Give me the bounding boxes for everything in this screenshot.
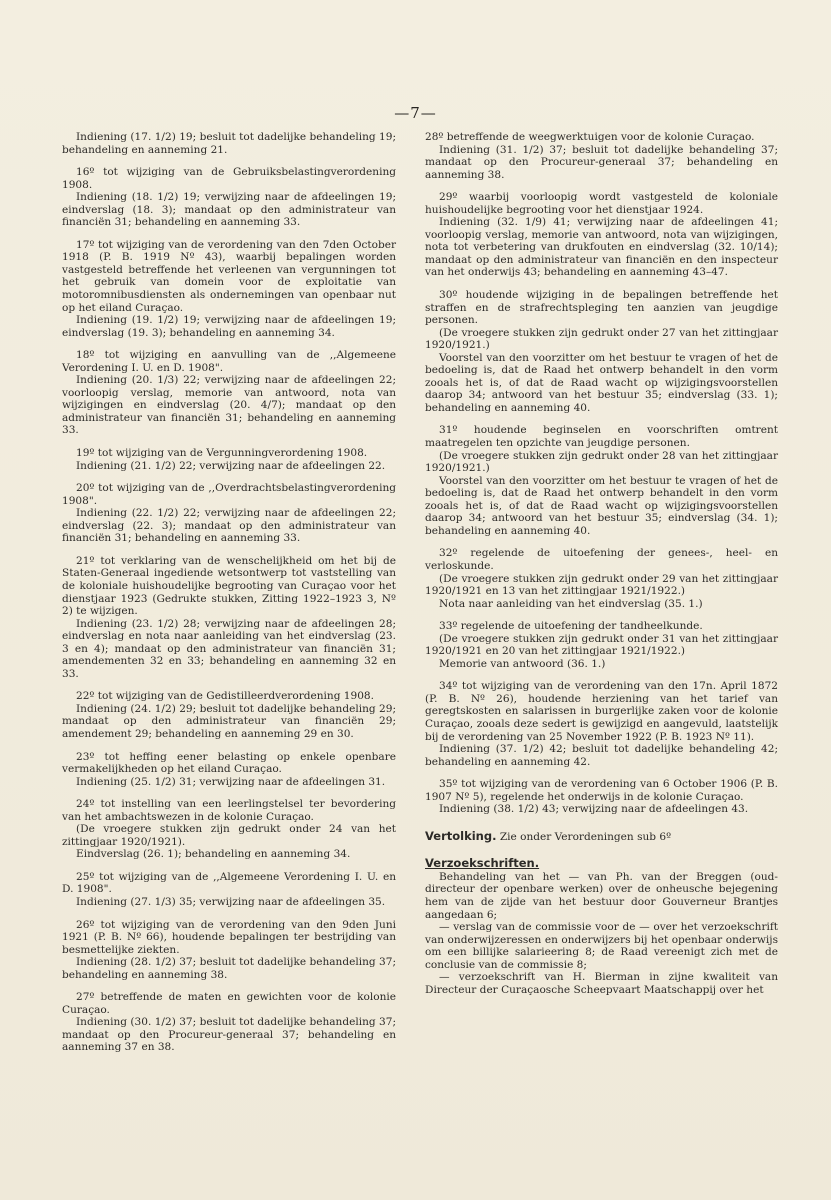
right-column-entries bbox=[425, 131, 778, 816]
entry-paragraph: Indiening (22. 1/2) 22; verwijzing naar de afdeelingen 22; eindverslag (22. 3); mandaat op den administrateur van financiën 31; behandeling en aanneming 33. bbox=[62, 507, 396, 545]
entry-paragraph: Voorstel van den voorzitter om het bestuur te vragen of het de bedoeling is, dat de Raad het ontwerp behandelt in den vorm zooals het is, of dat de Raad wacht op wijzigingsvoorstellen daarop 34; antwoord van het bestuur 35; eindverslag (34. 1); behandeling en aanneming 40. bbox=[425, 474, 778, 537]
entry-paragraph: 20º tot wijziging van de ,,Overdrachtsbelastingverordening 1908". bbox=[62, 482, 396, 507]
entry-paragraph: Nota naar aanleiding van het eindverslag (35. 1.) bbox=[439, 597, 703, 610]
entry-paragraph: Indiening (30. 1/2) 37; besluit tot dadelijke behandeling 37; mandaat op den Procureur-generaal 37; behandeling en aanneming 37 en 38. bbox=[62, 1016, 396, 1054]
entry-paragraph: 18º tot wijziging en aanvulling van de ,,Algemeene Verordening I. U. en D. 1908". bbox=[62, 349, 396, 374]
entry-paragraph: Indiening (23. 1/2) 28; verwijzing naar de afdeelingen 28; eindverslag en nota naar aanleiding van het eindverslag (23. 3 en 4); mandaat op den administrateur van financiën 31; amendementen 32 en 33; behandeling en aanneming 32 en 33. bbox=[62, 617, 396, 680]
entry-paragraph: (De vroegere stukken zijn gedrukt onder 31 van het zittingjaar 1920/1921 en 20 van het zittingjaar 1921/1922.) bbox=[425, 632, 778, 658]
entry-paragraph: 26º tot wijziging van de verordening van den 9den Juni 1921 (P. B. Nº 66), houdende bepalingen ter bestrijding van besmettelijke ziekten. bbox=[62, 918, 396, 956]
entry-paragraph: 17º tot wijziging van de verordening van den 7den October 1918 (P. B. 1919 Nº 43), waarbij bepalingen worden vastgesteld betreffende het verleenen van vergunningen tot het gebruik van domein voor de exploitatie van motoromnibusdiensten als ondernemingen van openbaar nut op het eiland Curaçao. bbox=[62, 238, 396, 314]
entry-paragraph: 28º betreffende de weegwerktuigen voor de kolonie Curaçao. bbox=[425, 131, 755, 143]
entry-paragraph: Eindverslag (26. 1); behandeling en aanneming 34. bbox=[76, 848, 351, 861]
verzoekschriften-heading: Verzoekschriften. bbox=[425, 856, 540, 871]
entry-paragraph: 22º tot wijziging van de Gedistilleerdverordening 1908. bbox=[76, 690, 374, 703]
entry-paragraph: 33º regelende de uitoefening der tandheelkunde. bbox=[439, 620, 703, 633]
verzoekschriften-heading-line bbox=[425, 857, 778, 871]
entry-paragraph: Indiening (28. 1/2) 37; besluit tot dadelijke behandeling 37; behandeling en aanneming 38. bbox=[62, 956, 396, 981]
entry-paragraph: Indiening (18. 1/2) 19; verwijzing naar de afdeelingen 19; eindverslag (18. 3); mandaat op den administrateur van financiën 31; behandeling en aanneming 33. bbox=[62, 191, 396, 229]
entry-paragraph: Indiening (38. 1/2) 43; verwijzing naar de afdeelingen 43. bbox=[439, 803, 749, 816]
entry-paragraph: 27º betreffende de maten en gewichten voor de kolonie Curaçao. bbox=[62, 991, 396, 1016]
entry-paragraph: (De vroegere stukken zijn gedrukt onder 24 van het zittingjaar 1920/1921). bbox=[62, 823, 396, 848]
vertolking-section bbox=[425, 830, 778, 844]
right-column bbox=[425, 131, 778, 996]
entry-paragraph: Indiening (21. 1/2) 22; verwijzing naar de afdeelingen 22. bbox=[76, 459, 386, 472]
entry-paragraph: 32º regelende de uitoefening der genees-, heel- en verloskunde. bbox=[425, 547, 778, 572]
left-column bbox=[62, 131, 396, 1054]
vertolking-text: Zie onder Verordeningen sub 6º bbox=[499, 830, 672, 843]
entry-paragraph: Indiening (25. 1/2) 31; verwijzing naar de afdeelingen 31. bbox=[76, 775, 386, 788]
entry-paragraph: 25º tot wijziging van de ,,Algemeene Verordening I. U. en D. 1908". bbox=[62, 870, 396, 896]
entry-paragraph: Voorstel van den voorzitter om het bestuur te vragen of het de bedoeling is, dat de Raad het ontwerp behandelt in den vorm zooals het is, of dat de Raad wacht op wijzigingsvoorstellen daarop 34; antwoord van het bestuur 35; eindverslag (33. 1); behandeling en aanneming 40. bbox=[425, 351, 778, 414]
entry-paragraph: 35º tot wijziging van de verordening van 6 October 1906 (P. B. 1907 Nº 5), regelende het onderwijs in de kolonie Curaçao. bbox=[425, 778, 778, 803]
verzoekschriften-paragraph: — verzoekschrift van H. Bierman in zijne kwaliteit van Directeur der Curaçaosche Scheepvaart Maatschappij over het bbox=[425, 971, 778, 996]
verzoekschriften-paragraph: Behandeling van het — van Ph. van der Breggen (oud-directeur der openbare werken) over de onheusche bejegening hem van de zijde van het bestuur door Gouverneur Brantjes aangedaan 6; bbox=[425, 870, 778, 921]
entry-paragraph: Indiening (17. 1/2) 19; besluit tot dadelijke behandeling 19; behandeling en aanneming 21. bbox=[62, 131, 396, 156]
entry-paragraph: 21º tot verklaring van de wenschelijkheid om het bij de Staten-Generaal ingediende wetsontwerp tot vaststelling van de koloniale huishoudelijke begrooting van Curaçao voor het dienstjaar 1923 (Gedrukte stukken, Zitting 1922–1923 3, Nº 2) te wijzigen. bbox=[62, 554, 396, 618]
entry-paragraph: 24º tot instelling van een leerlingstelsel ter bevordering van het ambachtswezen in de kolonie Curaçao. bbox=[62, 798, 396, 823]
entry-paragraph: Indiening (32. 1/9) 41; verwijzing naar de afdeelingen 41; voorloopig verslag, memorie van antwoord, nota van wijzigingen, nota tot verbetering van drukfouten en eindverslag (32. 10/14); mandaat op den administrateur van financiën en den inspecteur van het onderwijs 43; behandeling en aanneming 43–47. bbox=[425, 216, 778, 279]
entry-paragraph: Indiening (37. 1/2) 42; besluit tot dadelijke behandeling 42; behandeling en aanneming 42. bbox=[425, 743, 778, 768]
entry-paragraph: Indiening (27. 1/3) 35; verwijzing naar de afdeelingen 35. bbox=[76, 895, 386, 908]
entry-paragraph: Memorie van antwoord (36. 1.) bbox=[439, 657, 606, 670]
entry-paragraph: 34º tot wijziging van de verordening van den 17n. April 1872 (P. B. Nº 26), houdende herziening van het tarief van geregtskosten en salarissen in burgerlijke zaken voor de kolonie Curaçao, zooals deze sedert is gewijzigd en aangevuld, laatstelijk bij de verordening van 25 November 1922 (P. B. 1923 Nº 11). bbox=[425, 680, 778, 743]
page-number: —7— bbox=[394, 104, 437, 122]
entry-paragraph: Indiening (20. 1/3) 22; verwijzing naar de afdeelingen 22; voorloopig verslag, memorie van antwoord, nota van wijzigingen en eindverslag (20. 4/7); mandaat op den administrateur van financiën 31; behandeling en aanneming 33. bbox=[62, 374, 396, 437]
entry-paragraph: 31º houdende beginselen en voorschriften omtrent maatregelen ten opzichte van jeugdige personen. bbox=[425, 424, 778, 450]
entry-paragraph: 16º tot wijziging van de Gebruiksbelastingverordening 1908. bbox=[62, 166, 396, 191]
entry-paragraph: (De vroegere stukken zijn gedrukt onder 28 van het zittingjaar 1920/1921.) bbox=[425, 449, 778, 475]
entry-paragraph: 19º tot wijziging van de Vergunningverordening 1908. bbox=[76, 447, 368, 460]
entry-paragraph: Indiening (24. 1/2) 29; besluit tot dadelijke behandeling 29; mandaat op den administrateur van financiën 29; amendement 29; behandeling en aanneming 29 en 30. bbox=[62, 702, 396, 740]
entry-paragraph: Indiening (19. 1/2) 19; verwijzing naar de afdeelingen 19; eindverslag (19. 3); behandeling en aanneming 34. bbox=[62, 314, 396, 339]
entry-paragraph: 29º waarbij voorloopig wordt vastgesteld de koloniale huishoudelijke begrooting voor het dienstjaar 1924. bbox=[425, 191, 778, 216]
entry-paragraph: (De vroegere stukken zijn gedrukt onder 29 van het zittingjaar 1920/1921 en 13 van het zittingjaar 1921/1922.) bbox=[425, 572, 778, 598]
entry-paragraph: Indiening (31. 1/2) 37; besluit tot dadelijke behandeling 37; mandaat op den Procureur-generaal 37; behandeling en aanneming 38. bbox=[425, 143, 778, 181]
entry-paragraph: 30º houdende wijziging in de bepalingen betreffende het straffen en de strafrechtspleging ten aanzien van jeugdige personen. bbox=[425, 289, 778, 327]
vertolking-heading: Vertolking. bbox=[425, 828, 497, 843]
entry-paragraph: 23º tot heffing eener belasting op enkele openbare vermakelijkheden op het eiland Curaçao. bbox=[62, 750, 396, 776]
entry-paragraph: (De vroegere stukken zijn gedrukt onder 27 van het zittingjaar 1920/1921.) bbox=[425, 326, 778, 352]
verzoekschriften-paragraph: — verslag van de commissie voor de — over het verzoekschrift van onderwijzeressen en onderwijzers bij het openbaar onderwijs om een billijke salarieering 8; de Raad vereenigt zich met de conclusie van de commissie 8; bbox=[425, 921, 778, 971]
